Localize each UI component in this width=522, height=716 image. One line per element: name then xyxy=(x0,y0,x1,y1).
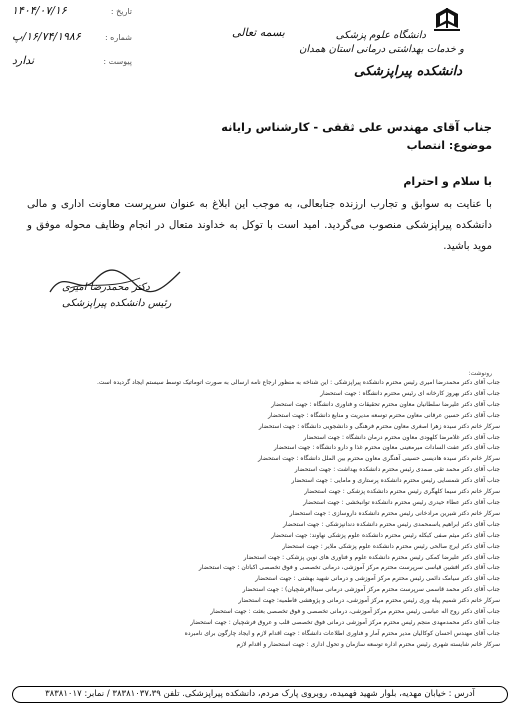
university-name-line1: دانشگاه علوم پزشکی xyxy=(335,30,426,41)
date-label: تاریخ : xyxy=(110,7,132,16)
cc-list-item: جناب آقای دکتر عطاء حیدری رئیس محترم دانشکده توانبخشی : جهت استحضار xyxy=(303,498,500,506)
cc-list-item: جناب آقای دکتر محمد تقی صمدی رئیس محترم دانشکده بهداشت : جهت استحضار xyxy=(294,466,500,474)
date-value: ۱۴۰۴/۰۷/۱۶ xyxy=(12,4,67,17)
cc-list-item: جناب آقای دکتر غلامرضا کلهودی معاون محترم درمان دانشگاه : جهت استحضار xyxy=(303,433,500,441)
cc-list-item: جناب آقای دکتر ایرج صالحی رئیس محترم دانشکده علوم پزشکی ملایر : جهت استحضار xyxy=(282,542,500,550)
cc-list xyxy=(18,378,500,651)
cc-list-item: جناب آقای دکتر بهروز کارخانه ای رئیس محترم دانشگاه : جهت استحضار xyxy=(320,389,500,397)
signatory-name: دکتر محمدرضا امیری xyxy=(62,282,150,293)
cc-list-item: جناب آقای دکتر افشین قیاسی سرپرست محترم مرکز آموزشی، درمانی تخصصی و فوق تخصصی اکباتان : جهت استحضار xyxy=(198,564,500,572)
cc-list-item: سرکار خانم دکتر سیده زهرا اصغری معاون محترم فرهنگی و دانشجویی دانشگاه : جهت استحضار xyxy=(258,422,500,430)
number-row xyxy=(12,30,132,43)
cc-list-item: سرکار خانم دکتر شمیم پیله وری رئیس محترم مرکز آموزشی، درمانی و پژوهشی فاطمیه: جهت استحضار xyxy=(238,597,500,605)
university-name-line2: و خدمات بهداشتی درمانی استان همدان xyxy=(299,44,464,55)
cc-list-item: جناب آقای دکتر محمدمهدی منجم رئیس محترم مرکز آموزشی درمانی فوق تخصصی قلب و عروق فرشچیان : جهت استحضار xyxy=(190,618,500,626)
cc-list-item: سرکار خانم دکتر سیما کلهگری رئیس محترم دانشکده پزشکی : جهت استحضار xyxy=(304,488,500,496)
cc-list-item: جناب آقای دکتر سیامک دائمی رئیس محترم مرکز آموزشی و درمانی شهید بهشتی : جهت استحضار xyxy=(255,575,500,583)
cc-list-item: جناب آقای دکتر روح اله عباسی رئیس محترم مرکز آموزشی، درمانی تخصصی و فوق تخصصی بعثت : جهت استحضار xyxy=(210,608,500,616)
attachment-label: پیوست : xyxy=(103,57,132,66)
cc-list-item: جناب آقای دکتر محمد قاسمی سرپرست محترم مرکز آموزشی درمانی سینا(فرشچیان) : جهت استحضار xyxy=(242,586,500,594)
subject-line: موضوع: انتصاب xyxy=(406,139,492,152)
cc-title: رونوشت: xyxy=(468,370,492,377)
faculty-name: دانشکده پیراپزشکی xyxy=(354,64,462,79)
cc-list-item: جناب آقای دکتر شمسایی رئیس محترم دانشکده پرستاری و مامایی : جهت استحضار xyxy=(291,477,500,485)
cc-list-item: سرکار خانم شایسته شهری رئیس محترم اداره توسعه سازمان و تحول اداری : جهت استحضار و اقدام لازم xyxy=(236,640,500,648)
attachment-row xyxy=(12,54,132,67)
greeting-line: با سلام و احترام xyxy=(403,175,492,188)
number-value: ۱۶/۷۴/۱۹۸۶/پ xyxy=(12,30,81,43)
number-label: شماره : xyxy=(104,33,132,42)
cc-list-item: جناب آقای دکتر عفت السادات میرمعینی معاون محترم غذا و دارو دانشگاه : جهت استحضار xyxy=(273,444,500,452)
recipient-line: جناب آقای مهندس علی ثقفی - کارشناس رایانه xyxy=(221,120,492,134)
cc-list-item: جناب آقای دکتر علیرضا سلطانیان معاون محترم تحقیقات و فناوری دانشگاه : جهت استحضار xyxy=(271,400,500,408)
bismillah-heading: بسمه تعالی xyxy=(232,26,285,39)
cc-list-item: جناب آقای دکتر میثم صفی کبکله رئیس محترم دانشکده علوم پزشکی نهاوند: جهت استحضار xyxy=(271,531,500,539)
cc-list-item: جناب آقای دکتر علیرضا کمکی رئیس محترم دانشکده علوم و فناوری های نوین پزشکی : جهت استحضار xyxy=(243,553,500,561)
footer-address: آدرس : خیابان مهدیه، بلوار شهید فهمیده، روبروی پارک مردم، دانشکده پیراپزشکی. تلفن ۳۸۳۸۱۰۳۷،۳۹ / نمابر: ۳۸۳۸۱۰۱۷ xyxy=(12,686,508,703)
university-logo-icon xyxy=(432,6,462,32)
cc-list-item: جناب آقای مهندس احسان کوکالیان مدیر محترم آمار و فناوری اطلاعات دانشگاه : جهت اقدام لازم و ایجاد چارگون برای نامبرده xyxy=(184,629,500,637)
letter-body: با عنایت به سوابق و تجارب ارزنده جنابعالی، به موجب این ابلاغ به عنوان سرپرست معاونت اداری و مالی دانشکده پیراپزشکی منصوب می‌گردید. امید است با توکل به خداوند متعال در انجام وظایف محوله موفق و موید باشید. xyxy=(27,198,492,252)
signatory-title: رئیس دانشکده پیراپزشکی xyxy=(62,298,172,309)
cc-list-item: جناب آقای دکتر حسین عرفانی معاون محترم توسعه مدیریت و منابع دانشگاه : جهت استحضار xyxy=(267,411,500,419)
date-row xyxy=(12,4,132,17)
attachment-value: ندارد xyxy=(12,54,35,67)
cc-list-item: جناب آقای دکتر ابراهیم یاسمحمدی رئیس محترم دانشکده دندانپزشکی : جهت استحضار xyxy=(282,520,500,528)
cc-list-item: سرکار خانم دکتر سیده هادیسی حسینی آهنگری معاون محترم بین الملل دانشگاه : جهت استحضار xyxy=(258,455,500,463)
cc-list-item: سرکار خانم دکتر شیرین مرادخانی رئیس محترم دانشکده داروسازی : جهت استحضار xyxy=(289,509,500,517)
cc-list-item: جناب آقای دکتر محمدرضا امیری رئیس محترم دانشکده پیراپزشکی : این شناخه به منظور ارجاع نامه ارسالی به صورت اتوماتیک توسط سیستم ایجاد گردیده است. xyxy=(96,379,500,386)
